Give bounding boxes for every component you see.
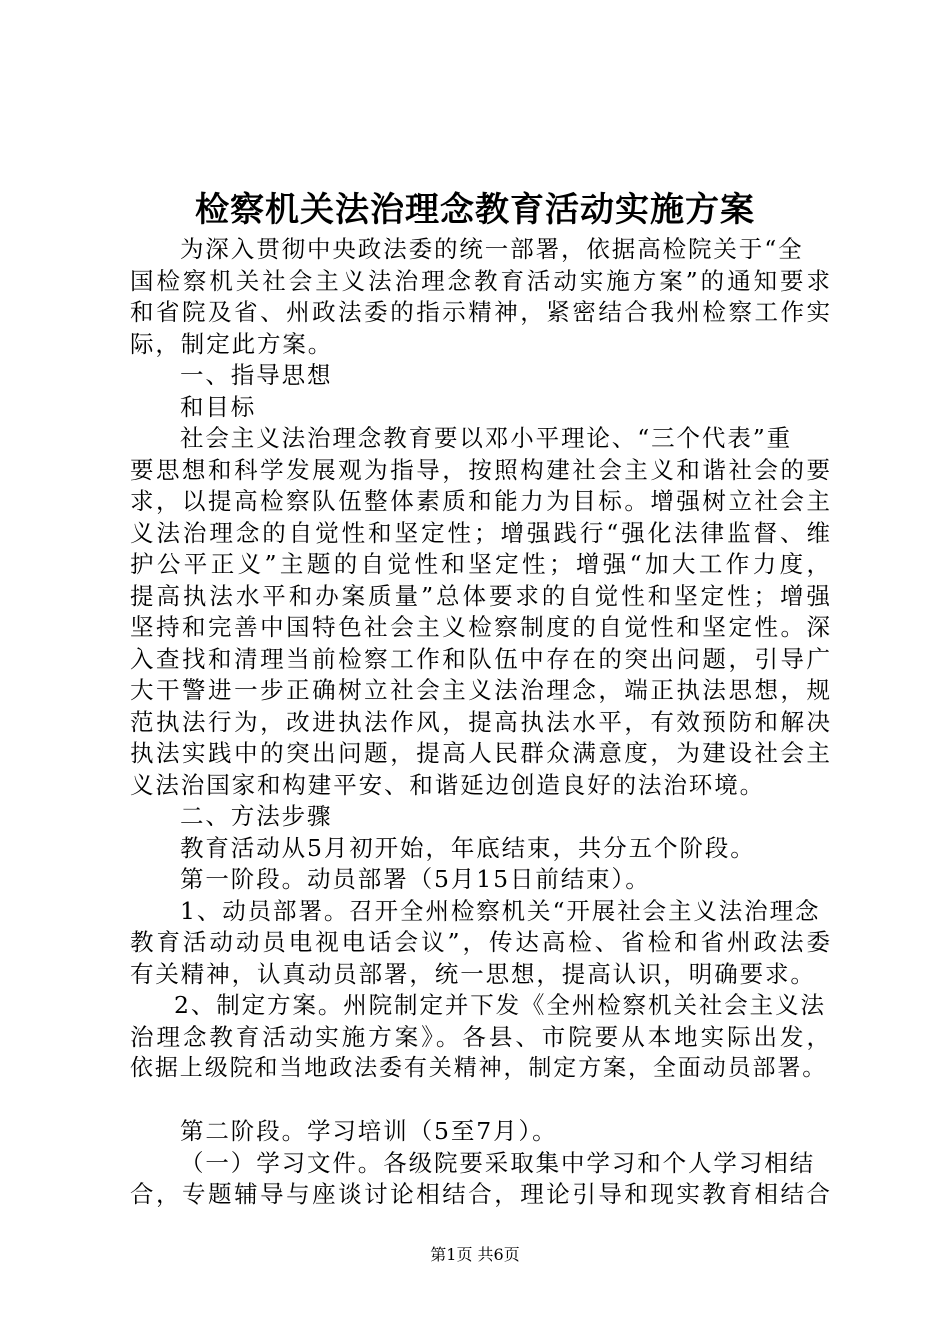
paragraph-line: 教育活动动员电视电话会议”，传达高检、省检和省州政法委	[130, 928, 830, 956]
paragraph-line: 和省院及省、州政法委的指示精神，紧密结合我州检察工作实	[130, 298, 830, 326]
paragraph-line: 有关精神，认真动员部署，统一思想，提高认识，明确要求。	[130, 959, 816, 988]
paragraph-line: 求，以提高检察队伍整体素质和能力为目标。增强树立社会主	[130, 487, 830, 515]
paragraph-line: 国检察机关社会主义法治理念教育活动实施方案”的通知要求	[130, 266, 830, 295]
section-heading-continued: 和目标	[180, 392, 257, 421]
paragraph-line: 依据上级院和当地政法委有关精神，制定方案，全面动员部署。	[130, 1055, 828, 1081]
paragraph-line: 为深入贯彻中央政法委的统一部署，依据高检院关于“全	[180, 235, 804, 263]
paragraph-line: （一）学习文件。各级院要采取集中学习和个人学习相结	[180, 1148, 815, 1177]
paragraph-line: 坚持和完善中国特色社会主义检察制度的自觉性和坚定性。深	[130, 613, 830, 641]
paragraph-line: 护公平正义”主题的自觉性和坚定性；增强“加大工作力度，	[130, 550, 830, 578]
section-heading: 一、指导思想	[180, 361, 333, 389]
paragraph-line: 1、动员部署。召开全州检察机关“开展社会主义法治理念	[180, 896, 821, 925]
paragraph-line: 2、制定方案。州院制定并下发《全州检察机关社会主义法	[174, 991, 826, 1019]
paragraph-line: 际，制定此方案。	[130, 329, 334, 358]
blank-line	[130, 1085, 830, 1117]
stage-heading: 第一阶段。动员部署（5月15日前结束）。	[180, 865, 651, 893]
paragraph-line: 要思想和科学发展观为指导，按照构建社会主义和谐社会的要	[130, 455, 830, 484]
paragraph-line: 义法治理念的自觉性和坚定性；增强践行“强化法律监督、维	[130, 518, 830, 547]
paragraph-line: 治理念教育活动实施方案》。各县、市院要从本地实际出发，	[130, 1022, 830, 1051]
paragraph-line: 执法实践中的突出问题，提高人民群众满意度，为建设社会主	[130, 739, 830, 767]
paragraph-line: 义法治国家和构建平安、和谐延边创造良好的法治环境。	[130, 770, 765, 799]
paragraph-line: 社会主义法治理念教育要以邓小平理论、“三个代表”重	[180, 424, 793, 452]
paragraph-line: 合，专题辅导与座谈讨论相结合，理论引导和现实教育相结合	[130, 1180, 830, 1208]
paragraph-line: 入查找和清理当前检察工作和队伍中存在的突出问题，引导广	[130, 644, 830, 673]
document-title: 检察机关法治理念教育活动实施方案	[195, 190, 755, 230]
paragraph-line: 提高执法水平和办案质量”总体要求的自觉性和坚定性；增强	[130, 581, 830, 610]
paragraph-line: 大干警进一步正确树立社会主义法治理念，端正执法思想，规	[130, 676, 830, 704]
stage-heading: 第二阶段。学习培训（5至7月）。	[180, 1117, 558, 1145]
paragraph-line: 范执法行为，改进执法作风，提高执法水平，有效预防和解决	[130, 707, 830, 736]
document-body	[130, 234, 830, 1211]
section-heading: 二、方法步骤	[180, 802, 333, 830]
paragraph-line: 教育活动从5月初开始，年底结束，共分五个阶段。	[180, 833, 756, 862]
page-number-footer: 第1页 共6页	[430, 1245, 520, 1264]
